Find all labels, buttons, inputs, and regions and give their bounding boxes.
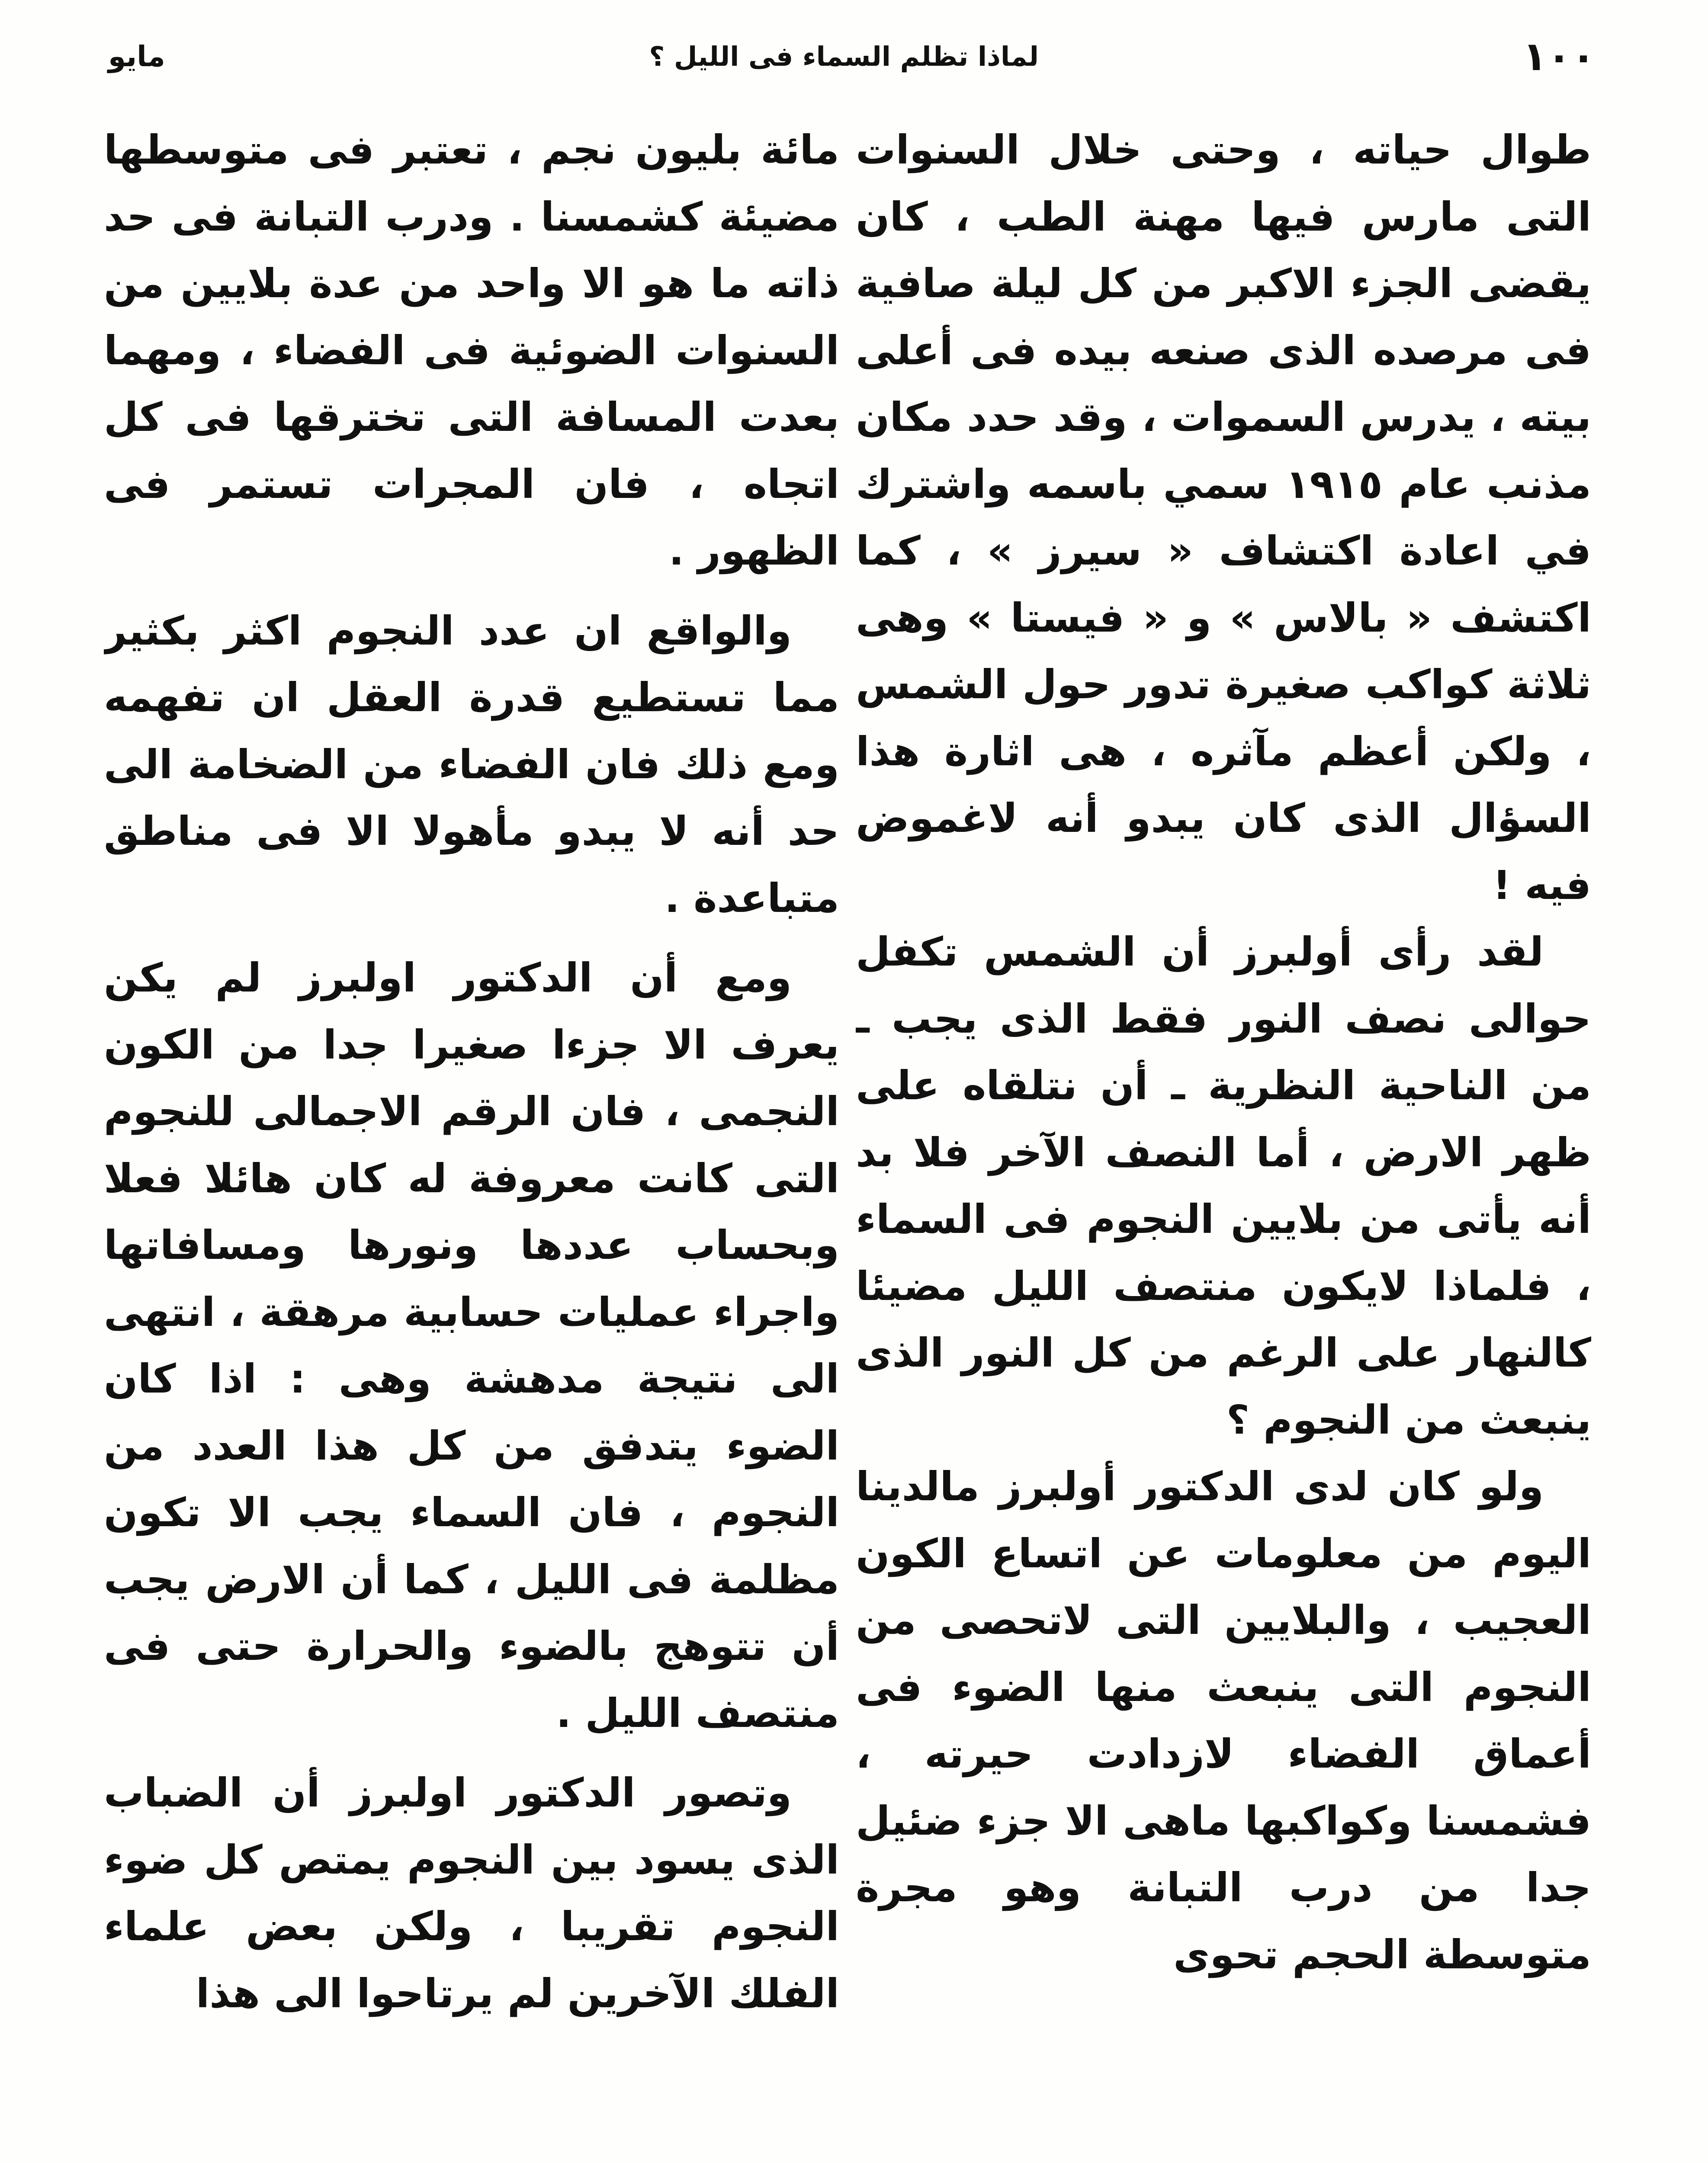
running-title: لماذا تظلم السماء فى الليل ؟ [649, 40, 1039, 72]
paragraph: وتصور الدكتور اولبرز أن الضباب الذى يسود بين النجوم يمتص كل ضوء النجوم تقريبا ، ولكن بعض علماء الفلك الآخرين لم يرتاحوا الى هذا [104, 1770, 839, 2017]
paragraph: ولو كان لدى الدكتور أولبرز مالدينا اليوم من معلومات عن اتساع الكون العجيب ، والبلايين التى لاتحصى من النجوم التى ينبعث منها الضوء فى أعماق الفضاء لازدادت حيرته ، فشمسنا وكواكبها ماهى الا جزء ضئيل جدا من درب التبانة وهو مجرة متوسطة الحجم تحوى [856, 1463, 1591, 1978]
paragraph: طوال حياته ، وحتى خلال السنوات التى مارس فيها مهنة الطب ، كان يقضى الجزء الاكبر من كل ليلة صافية فى مرصده الذى صنعه بيده فى أعلى بيته ، يدرس السموات ، وقد حدد مكان مذنب عام ١٩١٥ سمي باسمه واشترك في اعادة اكتشاف « سيرز » ، كما اكتشف « بالاس » و « فيستا » وهى ثلاثة كواكب صغيرة تدور حول الشمس ، ولكن أعظم مآثره ، هى اثارة هذا السؤال الذى كان يبدو أنه لاغموض فيه ! [856, 127, 1591, 908]
left-column [104, 117, 839, 2163]
paragraph: ومع أن الدكتور اولبرز لم يكن يعرف الا جزءا صغيرا جدا من الكون النجمى ، فان الرقم الاجمالى للنجوم التى كانت معروفة له كان هائلا فعلا وبحساب عددها ونورها ومسافاتها واجراء عمليات حسابية مرهقة ، انتهى الى نتيجة مدهشة وهى : اذا كان الضوء يتدفق من كل هذا العدد من النجوم ، فان السماء يجب الا تكون مظلمة فى الليل ، كما أن الارض يجب أن تتوهج بالضوء والحرارة حتى فى منتصف الليل . [104, 955, 839, 1736]
paragraph: لقد رأى أولبرز أن الشمس تكفل حوالى نصف النور فقط الذى يجب ـ من الناحية النظرية ـ أن نتلقاه على ظهر الارض ، أما النصف الآخر فلا بد أنه يأتى من بلايين النجوم فى السماء ، فلماذا لايكون منتصف الليل مضيئا كالنهار على الرغم من كل النور الذى ينبعث من النجوم ؟ [856, 929, 1591, 1443]
page-number: ١٠٠ [1522, 33, 1596, 80]
page-header [108, 30, 1596, 82]
right-column [856, 117, 1591, 2163]
paragraph: والواقع ان عدد النجوم اكثر بكثير مما تستطيع قدرة العقل ان تفهمه ومع ذلك فان الفضاء من الضخامة الى حد أنه لا يبدو مأهولا الا فى مناطق متباعدة . [104, 607, 839, 921]
running-month: مايو [108, 39, 165, 73]
paragraph: مائة بليون نجم ، تعتبر فى متوسطها مضيئة كشمسنا . ودرب التبانة فى حد ذاته ما هو الا واحد من عدة بلايين من السنوات الضوئية فى الفضاء ، ومهما بعدت المسافة التى تخترقها فى كل اتجاه ، فان المجرات تستمر فى الظهور . [104, 127, 839, 574]
